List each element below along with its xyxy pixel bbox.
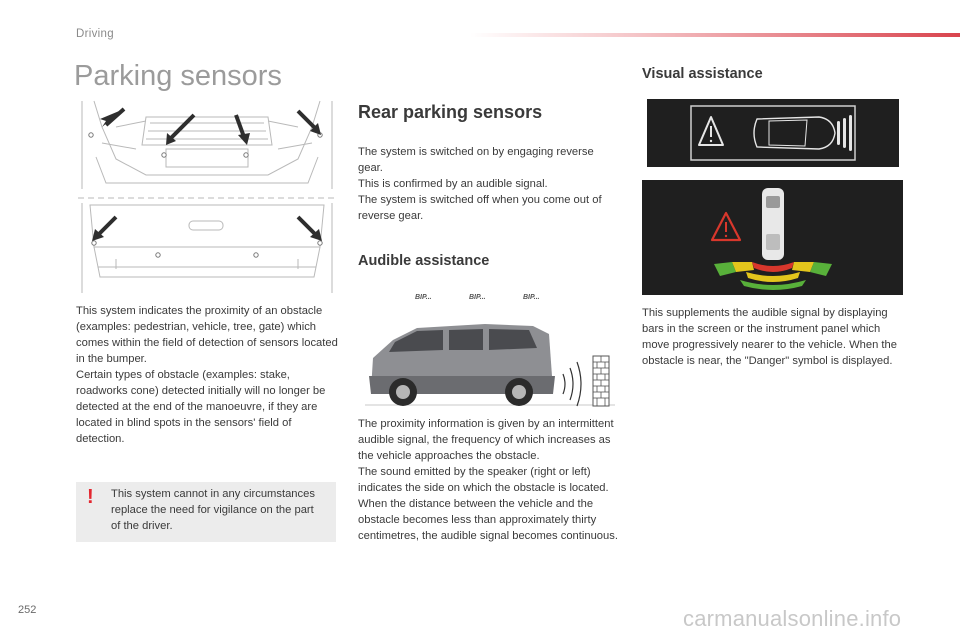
- rear-paragraph-1: The system is switched on by engaging reverse gear.: [358, 146, 594, 174]
- rear-paragraph-3: The system is switched off when you come out of reverse gear.: [358, 194, 602, 222]
- audible-text: [358, 416, 620, 544]
- page-number: 252: [18, 604, 37, 616]
- audible-illustration: [365, 294, 615, 412]
- audible-paragraph-3: When the distance between the vehicle and the obstacle becomes less than approximately thirty centimetres, the audible signal becomes continuous.: [358, 498, 618, 542]
- section-label: Driving: [76, 28, 114, 40]
- audible-paragraph-1: The proximity information is given by an intermittent audible signal, the frequency of which increases as the vehicle approaches the obstacle.: [358, 418, 614, 462]
- watermark: carmanualsonline.info: [683, 606, 902, 631]
- visual-text: This supplements the audible signal by displaying bars in the screen or the instrument panel which move progressively nearer to the vehicle. When the obstacle is near, the "Danger" symbol is displayed.: [642, 307, 897, 367]
- page-title: Parking sensors: [74, 60, 282, 92]
- rear-sensors-heading: Rear parking sensors: [358, 102, 543, 122]
- warning-icon: !: [87, 486, 94, 508]
- header-rule: [470, 33, 960, 37]
- bip-label: BIP...: [469, 294, 486, 301]
- bip-label: BIP...: [523, 294, 540, 301]
- van-with-wall-icon: [365, 294, 615, 412]
- screen-display: [642, 180, 903, 295]
- instrument-display: [647, 99, 899, 167]
- visual-heading: Visual assistance: [642, 66, 763, 82]
- left-intro-text: [76, 303, 338, 447]
- rear-sensors-text: [358, 144, 620, 224]
- rear-paragraph-2: This is confirmed by an audible signal.: [358, 178, 548, 190]
- warning-text: This system cannot in any circumstances replace the need for vigilance on the part of the driver.: [111, 488, 315, 532]
- bumper-sensors-illustration: [76, 97, 338, 297]
- audible-heading: Audible assistance: [358, 253, 490, 269]
- audible-paragraph-2: The sound emitted by the speaker (right or left) indicates the side on which the obstacle is located.: [358, 466, 609, 494]
- left-paragraph-1: This system indicates the proximity of an obstacle (examples: pedestrian, vehicle, tree, gate) which comes within the field of detection of sensors located in the bumper.: [76, 305, 338, 365]
- left-paragraph-2: Certain types of obstacle (examples: stake, roadworks cone) detected initially will no longer be detected at the end of the manoeuvre, if they are located in blind spots in the sensors' field of detection.: [76, 369, 326, 445]
- bip-label: BIP...: [415, 294, 432, 301]
